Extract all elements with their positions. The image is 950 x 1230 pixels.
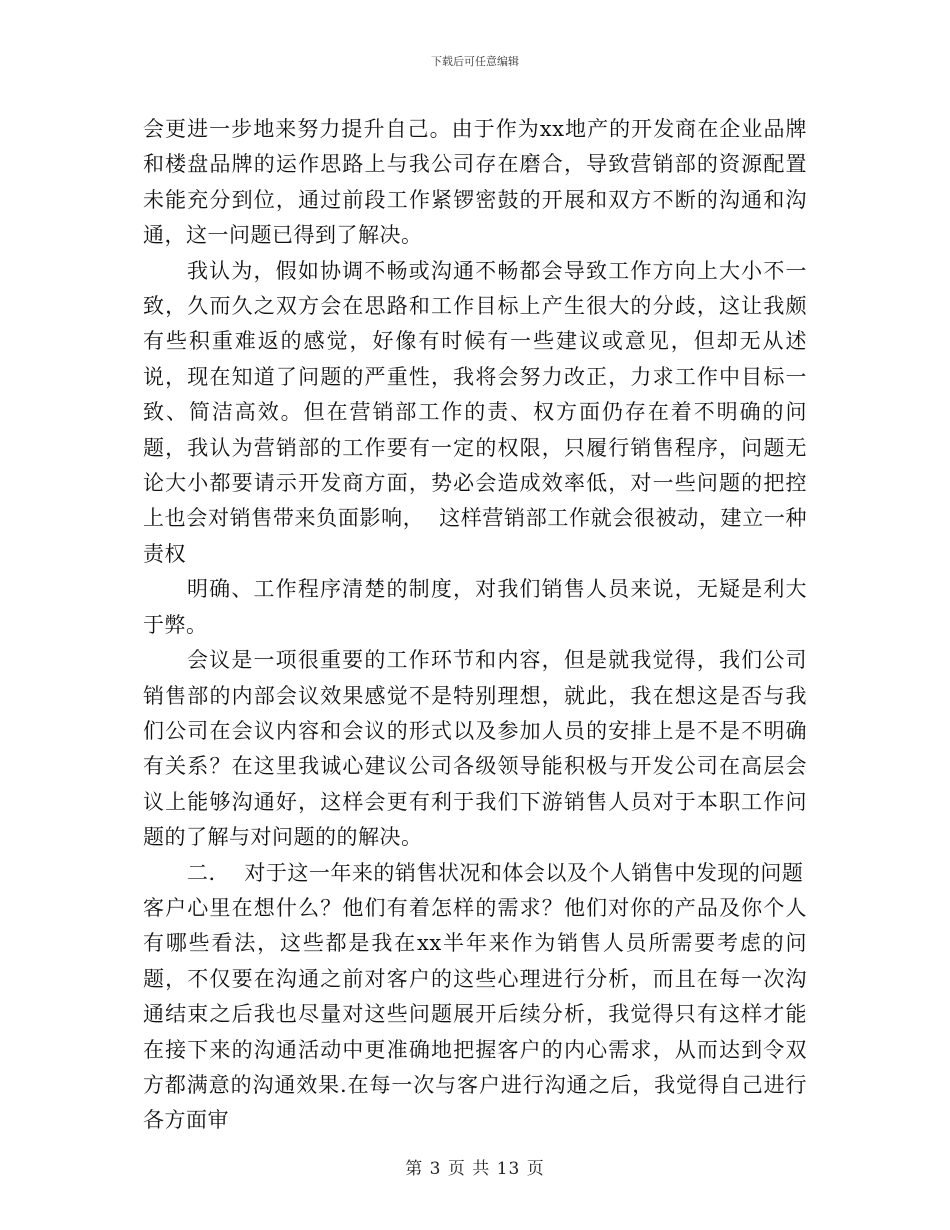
document-body	[143, 112, 807, 1139]
paragraph-1: 会更进一步地来努力提升自己。由于作为xx地产的开发商在企业品牌和楼盘品牌的运作思路上与我公司存在磨合，导致营销部的资源配置未能充分到位，通过前段工作紧锣密鼓的开展和双方不断的沟通和沟通，这一问题已得到了解决。	[143, 117, 807, 248]
page-number-footer: 第 3 页 共 13 页	[405, 1159, 545, 1179]
paragraph-2: 我认为，假如协调不畅或沟通不畅都会导致工作方向上大小不一致，久而久之双方会在思路和工作目标上产生很大的分歧，这让我颇有些积重难返的感觉，好像有时候有一些建议或意见，但却无从述说，现在知道了问题的严重性，我将会努力改正，力求工作中目标一致、简洁高效。但在营销部工作的责、权方面仍存在着不明确的问题，我认为营销部的工作要有一定的权限，只履行销售程序，问题无论大小都要请示开发商方面，势必会造成效率低，对一些问题的把控上也会对销售带来负面影响， 这样营销部工作就会很被动，建立一种责权	[143, 258, 807, 566]
page-header: 下载后可任意编辑	[431, 55, 519, 68]
paragraph-5: 客户心里在想什么？他们有着怎样的需求？他们对你的产品及你个人有哪些看法，这些都是我在xx半年来作为销售人员所需要考虑的问题，不仅要在沟通之前对客户的这些心理进行分析，而且在每一次沟通结束之后我也尽量对这些问题展开后续分析，我觉得只有这样才能在接下来的沟通活动中更准确地把握客户的内心需求，从而达到令双方都满意的沟通效果.在每一次与客户进行沟通之后，我觉得自己进行各方面审	[143, 895, 807, 1133]
paragraph-3: 明确、工作程序清楚的制度，对我们销售人员来说，无疑是利大于弊。	[143, 577, 807, 637]
paragraph-4: 会议是一项很重要的工作环节和内容，但是就我觉得，我们公司销售部的内部会议效果感觉不是特别理想，就此，我在想这是否与我们公司在会议内容和会议的形式以及参加人员的安排上是不是不明确有关系？在这里我诚心建议公司各级领导能积极与开发公司在高层会议上能够沟通好，这样会更有利于我们下游销售人员对于本职工作问题的了解与对问题的的解决。	[143, 648, 807, 850]
section-heading-2: 二． 对于这一年来的销售状况和体会以及个人销售中发现的问题	[187, 860, 804, 885]
